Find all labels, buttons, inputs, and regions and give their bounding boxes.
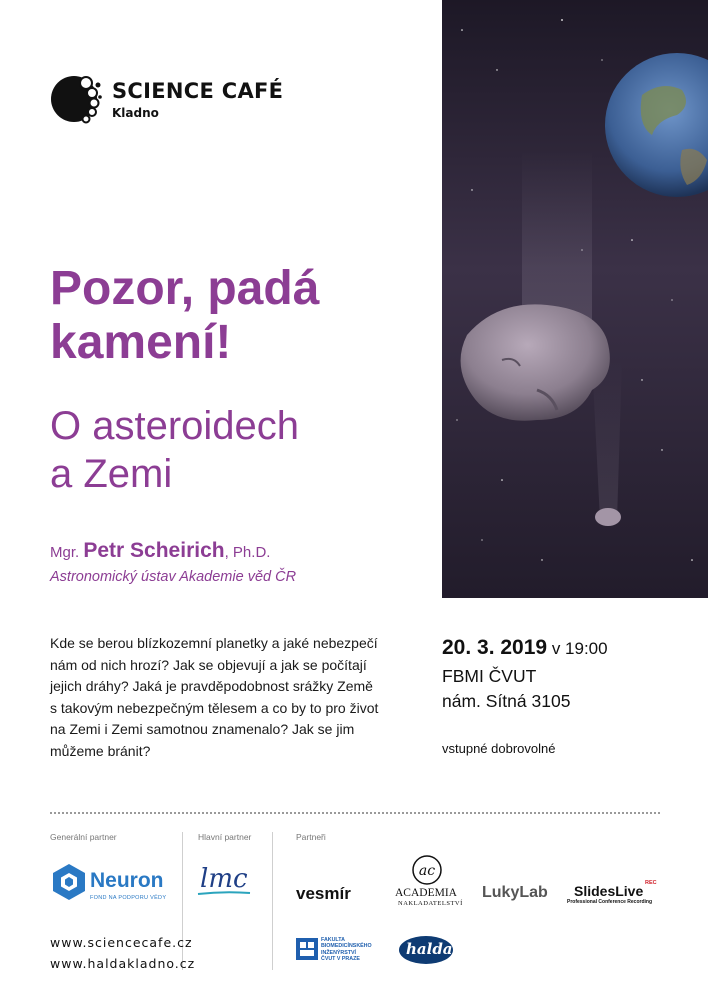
fbmi-line: FAKULTA [321,937,345,943]
speaker [50,539,270,563]
halda-logo: halda [406,940,453,958]
academia-logo: ACADEMIA [395,887,457,899]
description-line: můžeme bránit? [50,742,151,759]
partner-separator [272,832,273,970]
venue-line-2: nám. Sítná 3105 [442,691,571,711]
logo-subtitle: Kladno [112,106,159,120]
venue-line-1: FBMI ČVUT [442,666,537,686]
neuron-tagline: FOND NA PODPORU VĚDY [90,895,167,901]
event-date-value: 20. 3. 2019 [442,636,548,659]
event-title-line-2: kamení! [50,316,232,369]
fbmi-cvut-icon [296,938,318,960]
academia-subtitle: NAKLADATELSTVÍ [398,900,463,907]
website-link[interactable]: www.sciencecafe.cz [50,935,193,950]
slideslive-rec-badge: REC [645,880,657,886]
speaker-suffix: , Ph.D. [224,544,271,561]
entry-fee: vstupné dobrovolné [442,741,556,756]
neuron-hexagon-icon [50,863,88,901]
academia-emblem-icon [409,854,445,886]
event-time: v 19:00 [547,639,608,658]
dotted-divider [50,812,660,814]
event-subtitle [50,402,430,498]
description-line: na Zemi i Zemi samotnou znamenalo? Jak se jim [50,721,355,738]
fbmi-logo [321,937,372,962]
slideslive-tagline: Professional Conference Recording [567,899,653,905]
event-date [442,636,608,660]
lmc-logo: lmc [200,864,248,894]
fbmi-line: INŽENÝRSTVÍ [321,949,357,956]
event-description [50,633,410,763]
speaker-name: Petr Scheirich [83,539,225,562]
description-line: nám od nich hrozí? Jak se objevují a jak se počítají [50,656,367,673]
fbmi-line: ČVUT V PRAZE [321,955,360,962]
event-title [50,262,430,370]
event-subtitle-line-1: O asteroidech [50,404,300,448]
partners-label: Partneři [296,832,326,842]
fbmi-line: BIOMEDICÍNSKÉHO [321,943,372,950]
lukylab-logo: LukyLab [482,884,548,901]
logo-title: SCIENCE CAFÉ [112,79,284,103]
neuron-logo: Neuron [90,869,164,892]
description-line: jejich dráhy? Jaká je pravděpodobnost srážky Země [50,678,373,695]
event-subtitle-line-2: a Zemi [50,452,173,496]
main-partner-label: Hlavní partner [198,832,252,842]
speaker-affiliation: Astronomický ústav Akademie věd ČR [50,569,297,585]
svg-text:ac: ac [418,863,436,879]
event-venue [442,664,570,714]
website-link[interactable]: www.haldakladno.cz [50,956,196,971]
event-title-line-1: Pozor, padá [50,262,320,315]
space-asteroid-image [442,0,708,598]
general-partner-label: Generální partner [50,832,117,842]
description-line: s takovým nebezpečným tělesem a co by to pro život [50,699,379,716]
vesmir-logo: vesmír [296,884,351,903]
science-cafe-circles-icon [50,73,102,125]
description-line: Kde se berou blízkozemní planetky a jaké nebezpečí [50,635,378,651]
speaker-prefix: Mgr. [50,544,80,561]
slideslive-logo: SlidesLive [574,883,644,899]
